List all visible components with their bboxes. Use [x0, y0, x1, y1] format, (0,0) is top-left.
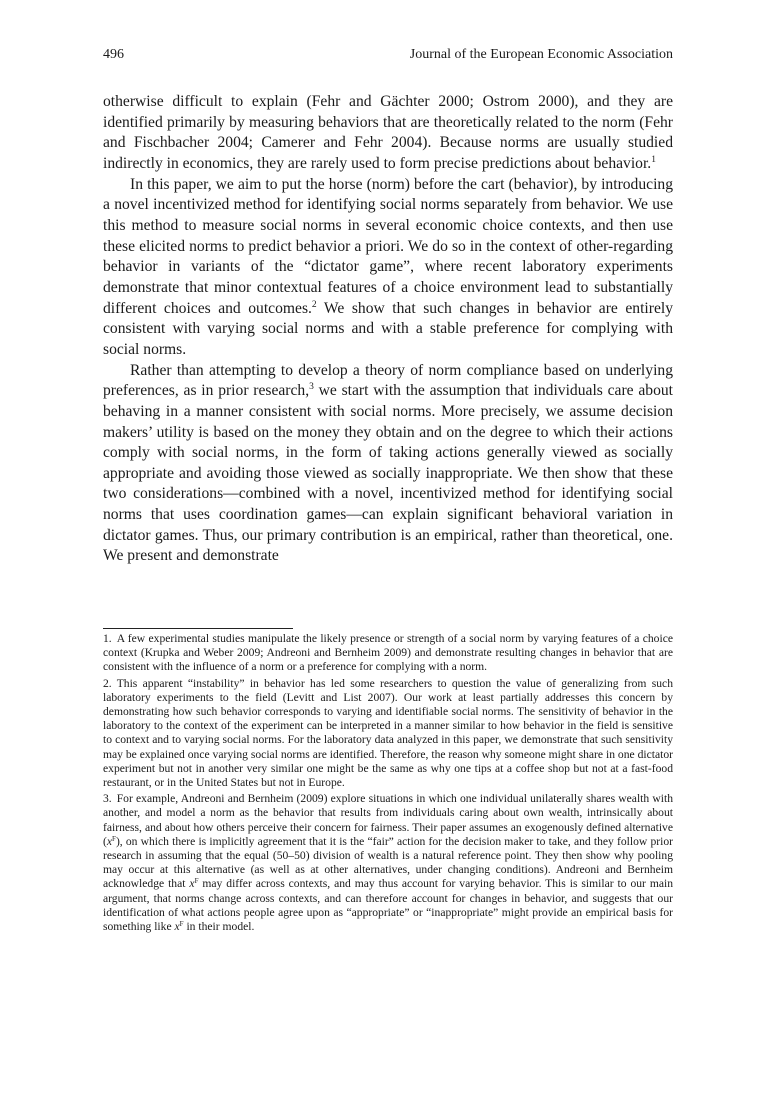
- math-sup-f: F: [112, 834, 116, 843]
- running-header: [103, 47, 673, 67]
- math-x: x: [174, 920, 180, 934]
- footnote-number: 2.: [103, 676, 112, 690]
- math-sup-f: F: [194, 877, 199, 886]
- paragraph-2-text-a: In this paper, we aim to put the horse (norm) before the cart (behavior), by introducing a novel incentivized method for identifying social norms separately from behavior. We use this method to measure social norms in several economic choice contexts, and then use these elicited norms to predict behavior a priori. We do so in the context of other-regarding behavior in variants of the “dictator game”, where recent laboratory experiments demonstrate that minor contextual features of a choice environment lead to substantially different choices and outcomes.: [103, 175, 673, 317]
- footnote-2: [103, 677, 673, 791]
- footnotes: [103, 632, 673, 936]
- footnote-ref-3[interactable]: 3: [309, 382, 314, 393]
- footnote-text-c: may differ across contexts, and may thus account for varying behavior. This is similar to our main argument, that norms change across contexts, and can therefore account for changes in behavior, and suggests that our identification of what actions people agree upon as “appropriate” or “inappropriate” might provide an empirical basis for something like: [103, 877, 673, 934]
- footnote-3: [103, 792, 673, 934]
- math-x: x: [189, 877, 195, 891]
- paragraph-1-text: otherwise difficult to explain (Fehr and Gächter 2000; Ostrom 2000), and they are identified primarily by measuring behaviors that are theoretically related to the norm (Fehr and Fischbacher 2004; Camerer and Fehr 2004). Because norms are usually studied indirectly in economics, they are rarely used to form precise predictions about behavior.: [103, 93, 673, 172]
- math-x: x: [106, 834, 113, 848]
- math-sup-f: F: [179, 920, 184, 929]
- paragraph-2: [103, 175, 673, 361]
- footnote-ref-2[interactable]: 2: [311, 299, 317, 310]
- footnote-number: 3.: [103, 792, 112, 806]
- paragraph-3-text-a: Rather than attempting to develop a theory of norm compliance based on underlying preferences, as in prior research,: [103, 361, 673, 400]
- footnote-text: A few experimental studies manipulate the likely presence or strength of a social norm by varying features of a choice context (Krupka and Weber 2009; Andreoni and Bernheim 2009) and demonstrate resulting changes in behavior that are consistent with the influence of a norm or a preference for complying with a norm.: [103, 632, 673, 674]
- footnote-divider: [103, 628, 293, 629]
- paragraph-3: [103, 361, 673, 568]
- main-text: [103, 92, 673, 567]
- footnote-text-a: For example, Andreoni and Bernheim (2009) explore situations in which one individual unilaterally shares wealth with another, and model a norm as the behavior that results from individuals caring about own wealth, intrinsically about fairness, and about how others perceive their concern for fairness. Their paper assumes an exogenously defined alternative (: [103, 792, 673, 848]
- footnote-text-b: ), on which there is implicitly agreement that it is the “fair” action for the decision maker to take, and they follow prior research in assuming that the equal (50–50) division of wealth is a natural reference point. They then show why pooling may occur at this alternative (as well as at other alternatives, under changing conditions). Andreoni and Bernheim acknowledge that: [103, 834, 673, 891]
- paragraph-3-text-b: we start with the assumption that individuals care about behaving in a manner consistent with social norms. More precisely, we assume decision makers’ utility is based on the money they obtain and on the degree to which their actions comply with social norms, in the form of taking actions generally viewed as socially appropriate and avoiding those viewed as socially inappropriate. We then show that these two considerations—combined with a novel, incentivized method for identifying social norms that uses coordination games—can explain significant behavioral variation in dictator games. Thus, our primary contribution is an empirical, rather than theoretical, one. We present and demonstrate: [103, 382, 673, 565]
- journal-title: Journal of the European Economic Association: [409, 47, 673, 62]
- footnote-number: 1.: [103, 632, 112, 645]
- paragraph-2-text-b: We show that such changes in behavior are entirely consistent with varying social norms and with a stable preference for complying with social norms.: [103, 299, 673, 358]
- footnote-1: [103, 632, 673, 675]
- footnote-ref-1[interactable]: 1: [651, 154, 656, 165]
- paragraph-1: [103, 92, 673, 175]
- page-number: 496: [103, 47, 124, 62]
- footnote-text: This apparent “instability” in behavior has led some researchers to question the value of generalizing from such laboratory experiments to the field (Levitt and List 2007). Our work at least partially addresses this concern by demonstrating how such behavior corresponds to varying and identifiable social norms. The sensitivity of behavior in the laboratory to the context of the experiment can be interpreted in a manner similar to how behavior in the field is sensitive to context and to varying social norms. For the laboratory data analyzed in this paper, we demonstrate that such sensitivity may be explained once varying social norms are identified. Therefore, the reason why someone might share in one dictator experiment but not in another very similar one might be the same as why one tips at a coffee shop but not at a fast-food restaurant, or in the United States but not in Europe.: [103, 676, 673, 790]
- footnote-text-d: in their model.: [183, 920, 255, 934]
